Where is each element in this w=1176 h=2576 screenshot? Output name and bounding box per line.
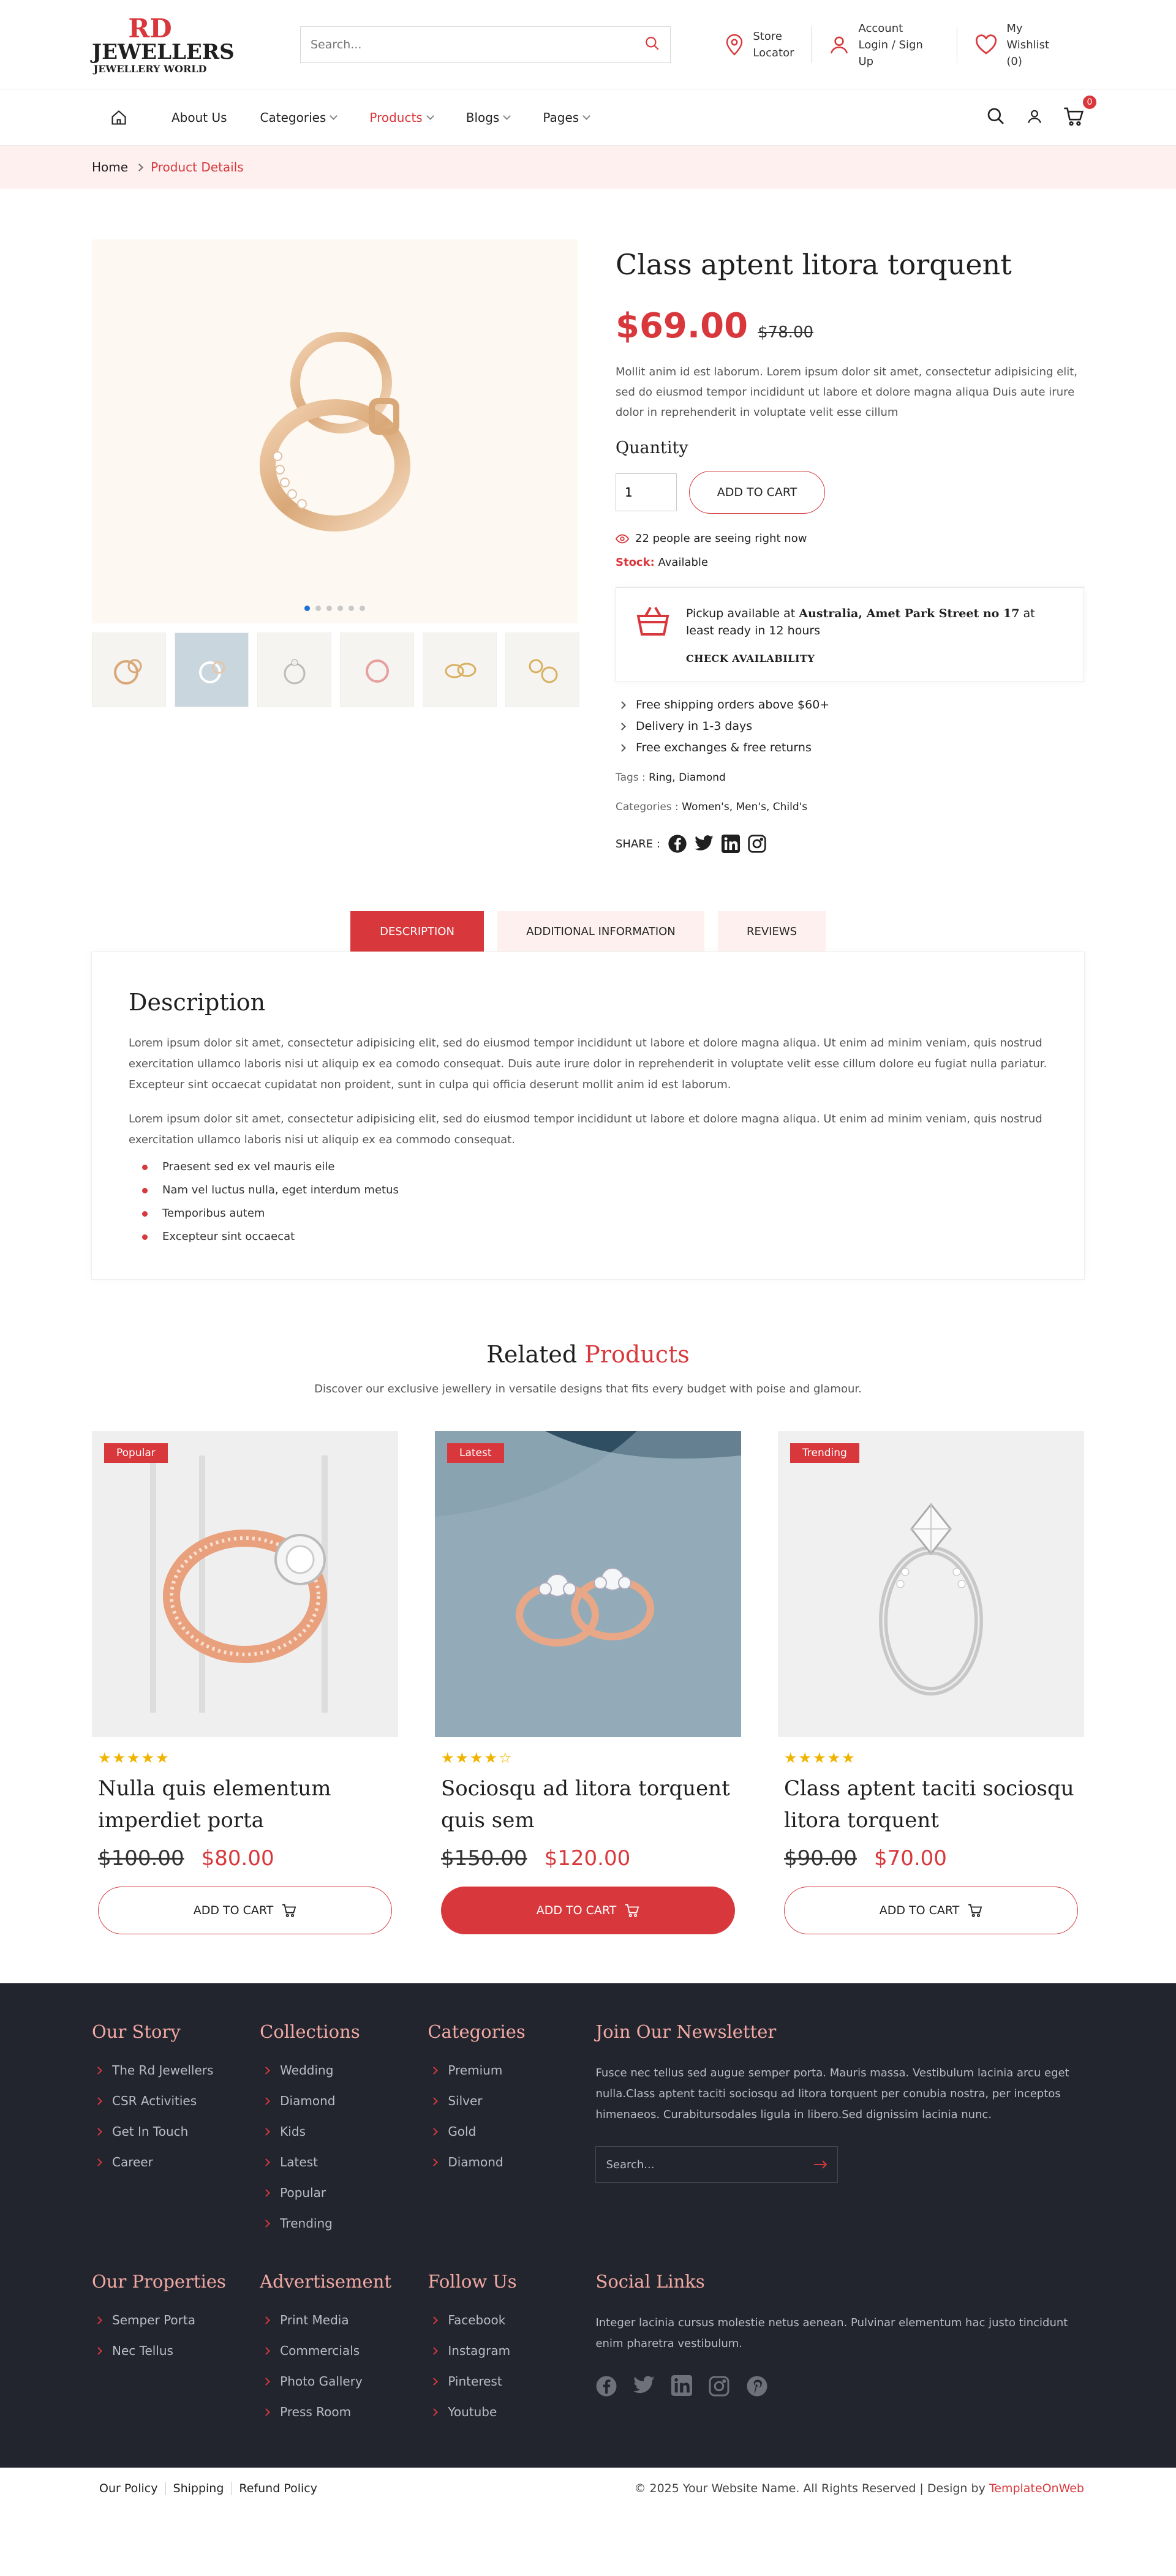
footer-link[interactable]: Semper Porta bbox=[92, 2313, 260, 2327]
store-locator-link[interactable] bbox=[707, 26, 812, 63]
product-card-image[interactable] bbox=[435, 1431, 741, 1737]
search-icon[interactable] bbox=[644, 36, 660, 54]
star-rating: ★★★★★ bbox=[98, 1749, 170, 1767]
product-section bbox=[0, 189, 1176, 911]
main-nav bbox=[0, 89, 1176, 146]
basket-icon bbox=[636, 605, 670, 637]
add-to-cart-button[interactable]: ADD TO CART bbox=[98, 1887, 392, 1934]
newsletter-input[interactable]: Search... bbox=[606, 2158, 655, 2171]
list-item: Nam vel luctus nulla, eget interdum metus bbox=[129, 1179, 1047, 1202]
thumbnail-3[interactable] bbox=[257, 633, 331, 707]
share-row bbox=[616, 834, 1084, 854]
arrow-right-icon[interactable] bbox=[814, 2160, 827, 2169]
nav-user-icon[interactable] bbox=[1027, 108, 1042, 127]
rose-gold-ring-image bbox=[116, 1455, 374, 1713]
footer-link[interactable]: Wedding bbox=[260, 2063, 428, 2078]
pickup-location: Australia, Amet Park Street no 17 bbox=[799, 607, 1020, 621]
chevron-right-icon bbox=[430, 2158, 438, 2166]
tab-description[interactable]: DESCRIPTION bbox=[350, 911, 484, 952]
product-card-image[interactable] bbox=[92, 1431, 398, 1737]
shipping-link[interactable]: Shipping bbox=[166, 2482, 232, 2495]
footer-col-our-story: Our Story The Rd Jewellers CSR Activities Get In Touch Career bbox=[92, 2021, 260, 2247]
instagram-icon[interactable] bbox=[708, 2375, 730, 2397]
cart-icon bbox=[968, 1904, 982, 1917]
footer-col-our-properties: Our Properties Semper Porta Nec Tellus bbox=[92, 2271, 260, 2435]
chevron-right-icon bbox=[618, 723, 626, 730]
description-title: Description bbox=[129, 989, 266, 1016]
feature-list bbox=[616, 698, 1084, 754]
chevron-right-icon bbox=[262, 2189, 270, 2197]
badge-latest: Latest bbox=[447, 1443, 504, 1463]
list-item: Delivery in 1-3 days bbox=[616, 719, 1084, 733]
product-card-title[interactable]: Class aptent taciti sociosqu litora torquent bbox=[784, 1776, 1074, 1833]
diamond-rings-image bbox=[435, 1431, 741, 1737]
badge-trending: Trending bbox=[790, 1443, 859, 1463]
chevron-right-icon bbox=[430, 2316, 438, 2324]
chevron-right-icon bbox=[262, 2128, 270, 2136]
search-box bbox=[300, 26, 671, 63]
site-footer bbox=[0, 1983, 1176, 2468]
cart-icon bbox=[625, 1904, 639, 1917]
user-icon bbox=[829, 34, 850, 55]
product-old-price: $78.00 bbox=[758, 323, 814, 342]
wishlist-link[interactable] bbox=[957, 21, 1084, 68]
footer-link[interactable]: Gold bbox=[428, 2124, 595, 2139]
product-card-image[interactable] bbox=[778, 1431, 1084, 1737]
account-link[interactable] bbox=[812, 21, 957, 68]
footer-link[interactable]: Silver bbox=[428, 2093, 595, 2108]
quantity-label: Quantity bbox=[616, 438, 688, 458]
thumbnail-6[interactable] bbox=[505, 633, 579, 707]
nav-categories[interactable]: Categories bbox=[260, 110, 337, 125]
footer-link[interactable]: Kids bbox=[260, 2124, 428, 2139]
footer-link[interactable]: Premium bbox=[428, 2063, 595, 2078]
eye-icon bbox=[616, 534, 629, 544]
product-card-old-price: $150.00 bbox=[441, 1846, 527, 1871]
chevron-down-icon bbox=[330, 112, 337, 120]
chevron-down-icon bbox=[582, 112, 590, 120]
footer-col-advertisement: Advertisement Print Media Commercials Photo Gallery Press Room bbox=[260, 2271, 428, 2435]
footer-link[interactable]: Facebook bbox=[428, 2313, 595, 2327]
store-label: Store bbox=[753, 30, 782, 43]
footer-link[interactable]: Youtube bbox=[428, 2405, 595, 2419]
product-card-title[interactable]: Nulla quis elementum imperdiet porta bbox=[98, 1776, 331, 1833]
footer-social: Social Links Integer lacinia cursus molestie netus aenean. Pulvinar elementum hac justo tincidunt enim pharetra vestibulum. bbox=[595, 2271, 1084, 2435]
cart-icon bbox=[282, 1904, 296, 1917]
product-main-image[interactable] bbox=[92, 239, 578, 623]
check-availability-link[interactable]: CHECK AVAILABILITY bbox=[686, 653, 815, 665]
wishlist-my-label: My bbox=[1006, 21, 1023, 35]
chevron-right-icon bbox=[262, 2067, 270, 2075]
carousel-dot[interactable] bbox=[304, 606, 310, 611]
list-item: Free shipping orders above $60+ bbox=[616, 698, 1084, 712]
chevron-right-icon bbox=[430, 2097, 438, 2105]
site-logo[interactable]: RD JEWELLERS JEWELLERY WORLD bbox=[92, 13, 235, 75]
thumbnail-strip bbox=[92, 633, 579, 707]
locator-label: Locator bbox=[753, 47, 794, 59]
nav-search-icon[interactable] bbox=[986, 107, 1006, 129]
description-paragraph-1: Lorem ipsum dolor sit amet, consectetur adipisicing elit, sed do eiusmod tempor incididunt ut labore et dolore magna aliqua. Ut enim ad minim veniam, quis nostrud exercitation ullamco laboris nisi ut aliquip ex ea comodo consequat. Duis aute irure dolor in reprehenderit in voluptate velit esse cillum dolore eu fugiat nulla pariatur. Excepteur sint occaecat cupidatat non proident, sunt in culpa qui officia deserunt mollit anim id est laborum. bbox=[129, 1037, 1047, 1091]
list-item: Praesent sed ex vel mauris eile bbox=[129, 1155, 1047, 1179]
add-to-cart-button[interactable]: ADD TO CART bbox=[689, 471, 825, 514]
chevron-right-icon bbox=[262, 2316, 270, 2324]
chevron-right-icon bbox=[94, 2097, 102, 2105]
share-label: SHARE : bbox=[616, 837, 660, 851]
chevron-right-icon bbox=[262, 2097, 270, 2105]
thumbnail-5[interactable] bbox=[423, 633, 497, 707]
home-icon bbox=[110, 109, 127, 126]
footer-link[interactable]: Nec Tellus bbox=[92, 2343, 260, 2358]
designer-link[interactable]: TemplateOnWeb bbox=[989, 2482, 1084, 2495]
list-item: Temporibus autem bbox=[129, 1202, 1047, 1225]
footer-col-categories: Categories Premium Silver Gold Diamond bbox=[428, 2021, 595, 2247]
nav-about-us[interactable]: About Us bbox=[172, 110, 227, 125]
carousel-dot[interactable] bbox=[349, 606, 354, 611]
product-card-old-price: $90.00 bbox=[784, 1846, 857, 1871]
star-rating: ★★★★★ bbox=[784, 1749, 856, 1767]
product-tags: Tags : Ring, Diamond bbox=[616, 772, 726, 784]
product-card-1[interactable] bbox=[92, 1431, 398, 1934]
stock-label: Stock: bbox=[616, 556, 655, 569]
bottom-bar bbox=[0, 2468, 1176, 2509]
footer-link[interactable]: Press Room bbox=[260, 2405, 428, 2419]
footer-col-follow-us: Follow Us Facebook Instagram Pinterest Youtube bbox=[428, 2271, 595, 2435]
refund-policy-link[interactable]: Refund Policy bbox=[239, 2482, 317, 2495]
nav-home[interactable] bbox=[110, 109, 127, 126]
chevron-right-icon bbox=[94, 2316, 102, 2324]
footer-link[interactable]: Diamond bbox=[260, 2093, 428, 2108]
footer-link[interactable]: Get In Touch bbox=[92, 2124, 260, 2139]
instagram-icon[interactable] bbox=[747, 834, 767, 854]
heart-icon bbox=[974, 34, 998, 55]
wishlist-count-label: Wishlist (0) bbox=[1006, 38, 1050, 68]
login-label: Login / Sign Up bbox=[858, 38, 923, 68]
carousel-dot[interactable] bbox=[326, 606, 332, 611]
cart-count-badge: 0 bbox=[1082, 94, 1098, 110]
pickup-box: Pickup available at Australia, Amet Park Street no 17 at least ready in 12 hours CHECK AVAILABILITY bbox=[616, 587, 1084, 682]
nav-products[interactable]: Products bbox=[369, 110, 432, 125]
account-label: Account bbox=[858, 21, 903, 35]
description-panel bbox=[91, 952, 1085, 1280]
product-card-price: $80.00 bbox=[201, 1846, 274, 1871]
chevron-right-icon bbox=[94, 2128, 102, 2136]
product-card-title[interactable]: Sociosqu ad litora torquent quis sem bbox=[441, 1776, 730, 1833]
product-tabs bbox=[0, 911, 1176, 952]
carousel-dot[interactable] bbox=[337, 606, 343, 611]
description-bullets bbox=[129, 1155, 1047, 1249]
product-card-3[interactable] bbox=[778, 1431, 1084, 1934]
social-text: Integer lacinia cursus molestie netus aenean. Pulvinar elementum hac justo tincidunt enim pharetra vestibulum. bbox=[595, 2316, 1068, 2350]
chevron-right-icon bbox=[262, 2220, 270, 2228]
related-title: Related Products bbox=[486, 1341, 690, 1368]
chevron-right-icon bbox=[618, 744, 626, 752]
newsletter-form bbox=[595, 2146, 838, 2183]
cart-icon bbox=[1063, 107, 1084, 126]
footer-link[interactable]: Commercials bbox=[260, 2343, 428, 2358]
add-to-cart-button[interactable]: ADD TO CART bbox=[784, 1887, 1078, 1934]
twitter-icon[interactable] bbox=[695, 835, 714, 853]
footer-link[interactable]: The Rd Jewellers bbox=[92, 2063, 260, 2078]
product-card-price: $70.00 bbox=[873, 1846, 947, 1871]
carousel-dot[interactable] bbox=[360, 606, 365, 611]
list-item: Excepteur sint occaecat bbox=[129, 1225, 1047, 1249]
product-title: Class aptent litora torquent bbox=[616, 248, 1012, 281]
chevron-right-icon bbox=[262, 2378, 270, 2386]
chevron-right-icon bbox=[618, 701, 626, 709]
nav-blogs[interactable]: Blogs bbox=[466, 110, 510, 125]
chevron-right-icon bbox=[94, 2158, 102, 2166]
product-card-price: $120.00 bbox=[544, 1846, 631, 1871]
description-paragraph-2: Lorem ipsum dolor sit amet, consectetur adipisicing elit, sed do eiusmod tempor incididunt ut labore et dolore magna aliqua. Ut enim ad minim veniam, quis nostrud exercitation ullamco laboris nisi ut aliquip ex ea commodo consequat. bbox=[129, 1113, 1042, 1146]
breadcrumb bbox=[0, 146, 1176, 189]
newsletter-text: Fusce nec tellus sed augue semper porta. Mauris massa. Vestibulum lacinia arcu eget nulla.Class aptent taciti sociosqu ad litora torquent per conubia nostra, per inceptos himenaeos. Curabitursodales ligula in libero.Sed dignissim lacinia nunc. bbox=[595, 2067, 1069, 2121]
footer-link[interactable]: CSR Activities bbox=[92, 2093, 260, 2108]
carousel-dot[interactable] bbox=[315, 606, 321, 611]
chevron-right-icon bbox=[430, 2067, 438, 2075]
location-pin-icon bbox=[725, 33, 744, 56]
footer-link[interactable]: Trending bbox=[260, 2216, 428, 2231]
breadcrumb-home[interactable]: Home bbox=[92, 160, 129, 175]
product-categories: Categories : Women's, Men's, Child's bbox=[616, 801, 808, 814]
footer-link[interactable]: Popular bbox=[260, 2185, 428, 2200]
nav-pages[interactable]: Pages bbox=[543, 110, 589, 125]
tab-reviews[interactable]: REVIEWS bbox=[718, 911, 826, 952]
pinterest-icon[interactable] bbox=[746, 2375, 768, 2397]
chevron-right-icon bbox=[262, 2158, 270, 2166]
product-info bbox=[616, 239, 1084, 854]
copyright: © 2025 Your Website Name. All Rights Reserved | Design by TemplateOnWeb bbox=[634, 2482, 1084, 2495]
footer-col-collections: Collections Wedding Diamond Kids Latest Popular Trending bbox=[260, 2021, 428, 2247]
thumbnail-1[interactable] bbox=[92, 633, 166, 707]
cart-button[interactable] bbox=[1063, 97, 1093, 129]
footer-link[interactable]: Diamond bbox=[428, 2155, 595, 2169]
facebook-icon[interactable] bbox=[595, 2375, 617, 2397]
chevron-right-icon bbox=[430, 2378, 438, 2386]
thumbnail-4[interactable] bbox=[340, 633, 414, 707]
footer-link[interactable]: Photo Gallery bbox=[260, 2374, 428, 2389]
chevron-right-icon bbox=[135, 163, 143, 171]
facebook-icon[interactable] bbox=[668, 834, 687, 854]
product-card-2[interactable] bbox=[435, 1431, 741, 1934]
chevron-right-icon bbox=[430, 2128, 438, 2136]
footer-link[interactable]: Pinterest bbox=[428, 2374, 595, 2389]
quantity-input[interactable] bbox=[616, 473, 677, 511]
image-carousel-dots bbox=[92, 606, 578, 611]
gold-ring-image bbox=[237, 309, 433, 554]
chevron-right-icon bbox=[430, 2347, 438, 2355]
linkedin-icon[interactable] bbox=[671, 2375, 692, 2396]
chevron-right-icon bbox=[94, 2067, 102, 2075]
chevron-down-icon bbox=[426, 112, 434, 120]
star-rating: ★★★★☆ bbox=[441, 1749, 513, 1767]
chevron-right-icon bbox=[262, 2347, 270, 2355]
related-products bbox=[92, 1341, 1084, 1934]
thumbnail-2[interactable] bbox=[175, 633, 249, 707]
top-header bbox=[0, 0, 1176, 89]
stock-value: Available bbox=[658, 556, 708, 569]
product-description: Mollit anim id est laborum. Lorem ipsum dolor sit amet, consectetur adipisicing elit, sed do eiusmod tempor incididunt ut labore et dolore magna aliqua Duis aute irure dolor in reprehenderit in voluptate velit esse cillum bbox=[616, 366, 1078, 419]
search-input[interactable] bbox=[311, 38, 644, 51]
linkedin-icon[interactable] bbox=[722, 835, 740, 853]
footer-link[interactable]: Career bbox=[92, 2155, 260, 2169]
chevron-right-icon bbox=[94, 2347, 102, 2355]
footer-link[interactable]: Latest bbox=[260, 2155, 428, 2169]
product-price: $69.00 bbox=[616, 306, 748, 347]
related-subtitle: Discover our exclusive jewellery in versatile designs that fits every budget with poise and glamour. bbox=[314, 1383, 862, 1395]
footer-link[interactable]: Instagram bbox=[428, 2343, 595, 2358]
footer-newsletter: Join Our Newsletter Fusce nec tellus sed augue semper porta. Mauris massa. Vestibulum lacinia arcu eget nulla.Class aptent taciti sociosqu ad litora torquent per conubia nostra, per inceptos himenaeos. Curabitursodales ligula in libero.Sed dignissim lacinia nunc. Search... bbox=[595, 2021, 1084, 2247]
policy-link[interactable]: Our Policy bbox=[92, 2482, 166, 2495]
breadcrumb-current: Product Details bbox=[151, 160, 244, 175]
tab-additional-information[interactable]: ADDITIONAL INFORMATION bbox=[497, 911, 704, 952]
chevron-right-icon bbox=[430, 2408, 438, 2416]
badge-popular: Popular bbox=[104, 1443, 168, 1463]
twitter-icon[interactable] bbox=[633, 2375, 655, 2396]
list-item: Free exchanges & free returns bbox=[616, 741, 1084, 754]
chevron-down-icon bbox=[503, 112, 511, 120]
footer-link[interactable]: Print Media bbox=[260, 2313, 428, 2327]
product-card-old-price: $100.00 bbox=[98, 1846, 184, 1871]
viewers-count: 22 people are seeing right now bbox=[635, 532, 807, 546]
chevron-right-icon bbox=[262, 2408, 270, 2416]
add-to-cart-button[interactable]: ADD TO CART bbox=[441, 1887, 735, 1934]
solitaire-ring-image bbox=[839, 1455, 1023, 1713]
